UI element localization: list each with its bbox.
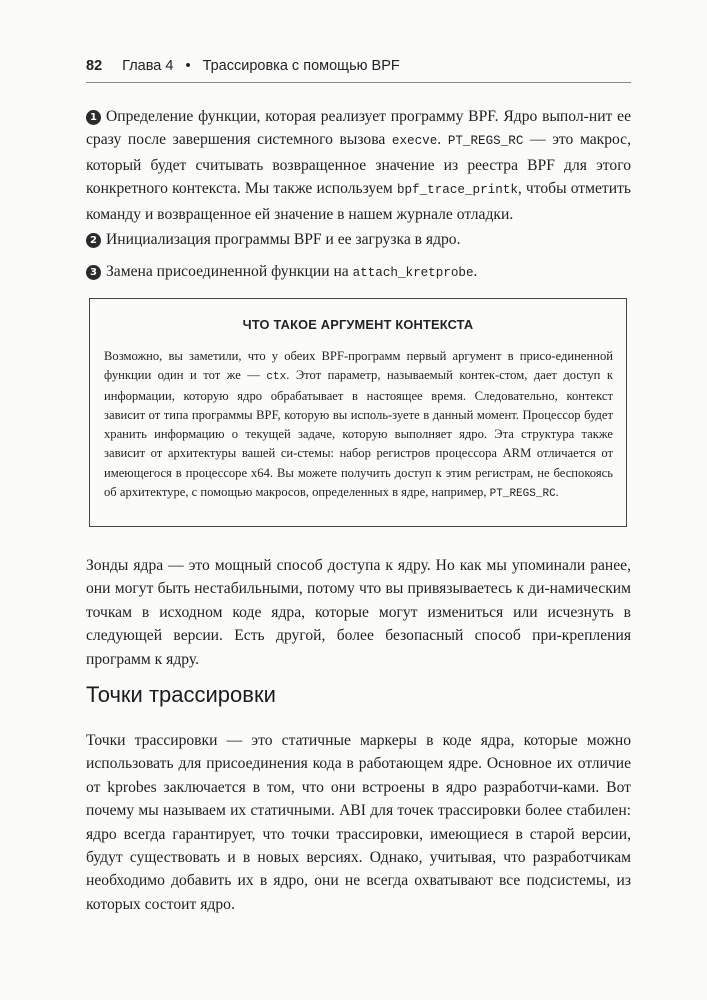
- sidebar-body: [104, 347, 613, 504]
- note-text: Определение функции, которая реализует программу BPF. Ядро выпол-нит ее сразу после завершения системного вызова: [86, 108, 631, 149]
- inline-code: execve: [391, 134, 438, 149]
- sidebar-text: . Этот параметр, называемый контек-стом, дает доступ к информации, которую ядро обрабатывает в настоящее время. Следовательно, контекст зависит от типа программы BPF, которую вы исполь-зуете в данный момент. Процессор будет хранить информацию о текущей задаче, которую выполняет ядро. Эта структура также зависит от архитектуры вашей си-стемы: набор регистров процессора ARM отличается от имеющегося в процессоре x64. Вы можете получить доступ к этим регистрам, не беспокоясь об архитектуре, с помощью макросов, определенных в ядре, например,: [104, 368, 613, 499]
- inline-code: attach_kretprobe: [352, 266, 474, 280]
- note-text: Инициализация программы BPF и ее загрузка в ядро.: [106, 231, 461, 248]
- section-heading: Точки трассировки: [86, 682, 276, 707]
- note-text: — это макрос, который будет считывать возвращенное значение из реестра BPF для этого конкретного контекста. Мы также используем: [86, 131, 632, 198]
- header-rule: [86, 82, 631, 83]
- header-separator: •: [185, 58, 191, 74]
- sidebar-title: ЧТО ТАКОЕ АРГУМЕНТ КОНТЕКСТА: [242, 317, 474, 332]
- paragraph-tracepoints: Точки трассировки — это статичные маркеры в коде ядра, которые можно использовать для присоединения кода в работающем ядре. Основное их отличие от kprobes заключается в том, что они встроены в ядро разработчи-ками. Вот почему мы называем их статичными. ABI для точек трассировки более стабилен: ядро всегда гарантирует, что точки трассировки, имеющиеся в старой версии, будут существовать и в новых версиях. Однако, учитывая, что разработчикам необходимо добавить их в ядро, они не всегда охватывают все подсистемы, из которых состоит ядро.: [86, 732, 631, 913]
- callout-2-icon: 2: [86, 233, 101, 248]
- paragraph-kernel-probes: Зонды ядра — это мощный способ доступа к ядру. Но как мы упоминали ранее, они могут быть нестабильными, потому что вы привязываетесь к ди-намическим точкам в исходном коде ядра, которые могут измениться или исчезнуть в следующей версии. Есть другой, более безопасный способ при-крепления программ к ядру.: [86, 557, 631, 668]
- note-text: .: [437, 131, 448, 149]
- callout-3-icon: 3: [86, 265, 101, 280]
- chapter-title: Трассировка с помощью BPF: [202, 58, 400, 74]
- note-text: , чтобы отметить команду и возвращенное ей значение в нашем журнале отладки.: [86, 180, 632, 223]
- running-header: [86, 58, 631, 80]
- code-note-2: [86, 228, 631, 251]
- sidebar-text: .: [555, 484, 559, 499]
- callout-1-icon: 1: [86, 110, 101, 125]
- note-text: Замена присоединенной функции на: [106, 263, 353, 280]
- note-text: .: [473, 263, 478, 280]
- inline-code: ctx: [266, 371, 287, 384]
- chapter-label: Глава 4: [122, 58, 174, 74]
- page-number: 82: [86, 58, 103, 74]
- inline-code: PT_REGS_RC: [489, 487, 556, 500]
- inline-code: PT_REGS_RC: [447, 134, 524, 149]
- sidebar-text: Возможно, вы заметили, что у обеих BPF-программ первый аргумент в присо-единенной функции один и тот же —: [104, 349, 613, 383]
- code-note-3: [86, 260, 631, 285]
- sidebar-box: [89, 298, 627, 527]
- inline-code: bpf_trace_printk: [396, 183, 518, 198]
- code-note-1: [86, 105, 631, 226]
